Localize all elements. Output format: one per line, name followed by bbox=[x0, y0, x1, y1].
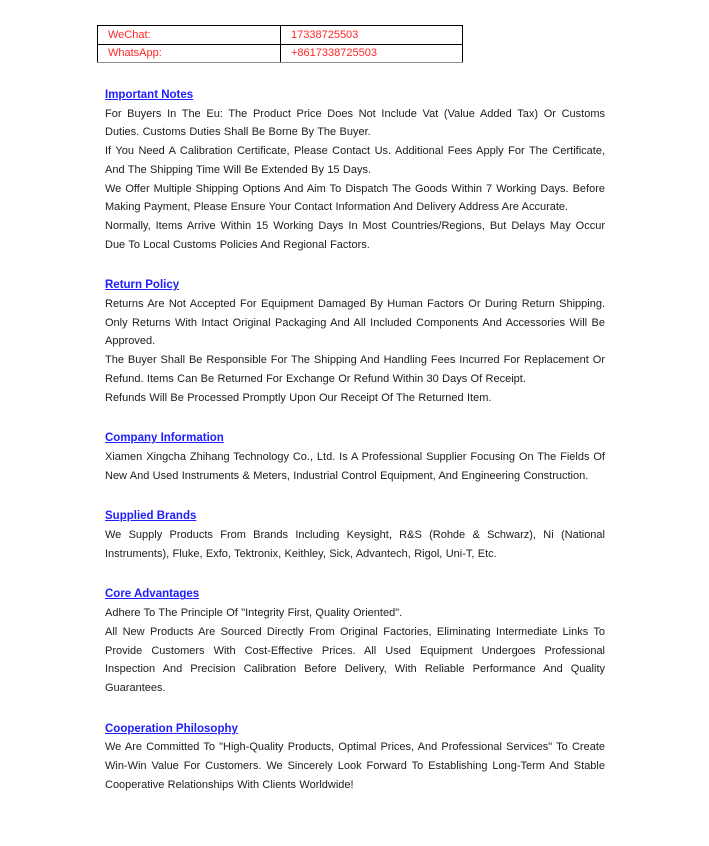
contact-table bbox=[97, 25, 463, 63]
section-heading-important-notes: Important Notes bbox=[105, 89, 194, 101]
paragraph: We Offer Multiple Shipping Options And Aim To Dispatch The Goods Within 7 Working Days. Before Making Payment, Please Ensure Your Contact Information And Delivery Address Are Accurate. bbox=[105, 182, 605, 214]
wechat-value: 17338725503 bbox=[281, 26, 463, 45]
wechat-label: WeChat: bbox=[98, 26, 281, 45]
paragraph: We Supply Products From Brands Including Keysight, R&S (Rohde & Schwarz), Ni (National Instruments), Fluke, Exfo, Tektronix, Keithley, Sick, Advantech, Rigol, Uni-T, Etc. bbox=[105, 529, 605, 560]
section-heading-core-advantages: Core Advantages bbox=[105, 588, 200, 601]
section-return-policy bbox=[105, 276, 605, 407]
paragraph: If You Need A Calibration Certificate, Please Contact Us. Additional Fees Apply For The Certificate, And The Shipping Time Will Be Extended By 15 Days. bbox=[105, 145, 605, 176]
section-company-information bbox=[105, 429, 605, 485]
paragraph: Adhere To The Principle Of "Integrity First, Quality Oriented". bbox=[105, 607, 403, 620]
section-important-notes bbox=[105, 86, 605, 254]
section-heading-company-information: Company Information bbox=[105, 432, 224, 445]
section-cooperation-philosophy bbox=[105, 720, 605, 795]
section-core-advantages bbox=[105, 585, 605, 697]
whatsapp-value: +8617338725503 bbox=[281, 44, 463, 63]
paragraph: Xiamen Xingcha Zhihang Technology Co., Ltd. Is A Professional Supplier Focusing On The Fields Of New And Used Instruments & Meters, Industrial Control Equipment, And Engineering Construction. bbox=[105, 450, 605, 482]
paragraph: Returns Are Not Accepted For Equipment Damaged By Human Factors Or During Return Shipping. Only Returns With Intact Original Packaging And All Included Components And Accessories Will Be Approved. bbox=[105, 298, 605, 348]
paragraph: The Buyer Shall Be Responsible For The Shipping And Handling Fees Incurred For Replacement Or Refund. Items Can Be Returned For Exchange Or Refund Within 30 Days Of Receipt. bbox=[105, 354, 605, 385]
section-heading-cooperation-philosophy: Cooperation Philosophy bbox=[105, 722, 238, 735]
contact-row-whatsapp bbox=[98, 44, 463, 63]
section-supplied-brands bbox=[105, 507, 605, 563]
paragraph: We Are Committed To "High-Quality Products, Optimal Prices, And Professional Services" To Create Win-Win Value For Customers. We Sincerely Look Forward To Establishing Long-Term And Stable Cooperative Relationships With Clients Worldwide! bbox=[105, 741, 605, 791]
document-content bbox=[105, 64, 605, 795]
paragraph: Refunds Will Be Processed Promptly Upon Our Receipt Of The Returned Item. bbox=[105, 391, 492, 404]
whatsapp-label: WhatsApp: bbox=[98, 44, 281, 63]
section-heading-supplied-brands: Supplied Brands bbox=[105, 510, 197, 523]
paragraph: All New Products Are Sourced Directly From Original Factories, Eliminating Intermediate Links To Provide Customers With Cost-Effective Prices. All Used Equipment Undergoes Professional Inspection And Precision Calibration Before Delivery, With Reliable Performance And Quality Guarantees. bbox=[105, 625, 605, 694]
paragraph: For Buyers In The Eu: The Product Price Does Not Include Vat (Value Added Tax) Or Customs Duties. Customs Duties Shall Be Borne By The Buyer. bbox=[105, 107, 605, 139]
paragraph: Normally, Items Arrive Within 15 Working Days In Most Countries/Regions, But Delays May Occur Due To Local Customs Policies And Regional Factors. bbox=[105, 219, 605, 251]
section-heading-return-policy: Return Policy bbox=[105, 279, 180, 292]
contact-row-wechat bbox=[98, 26, 463, 45]
